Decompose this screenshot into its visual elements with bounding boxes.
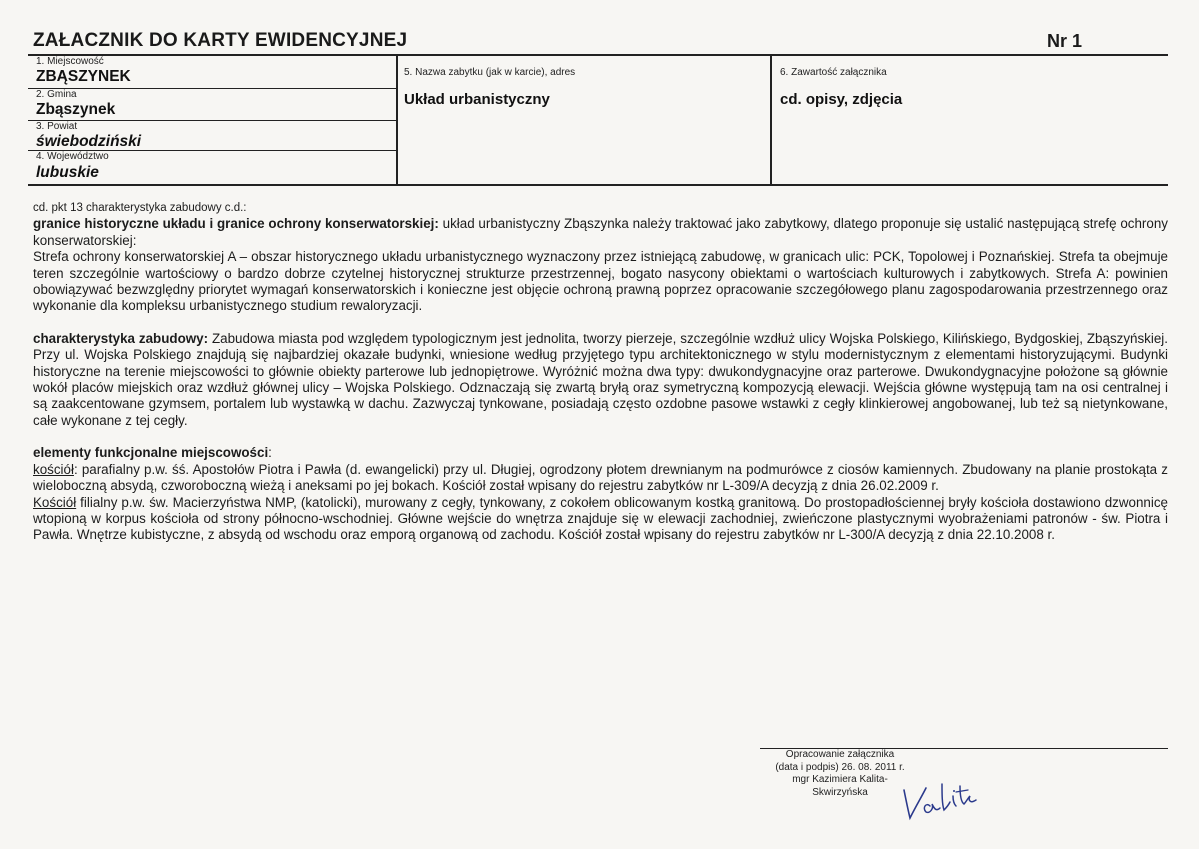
boundaries-heading: granice historyczne układu i granice ochrony konserwatorskiej:	[33, 216, 439, 232]
miejscowosc-label: 1. Miejscowość	[36, 56, 104, 67]
paragraph-boundaries	[33, 216, 1168, 249]
functional-heading-text: elementy funkcjonalne miejscowości	[33, 445, 269, 461]
attachment-number: Nr 1	[1047, 31, 1083, 51]
row-divider-2	[28, 120, 396, 121]
boundaries-text: układ urbanistyczny Zbąszynka należy traktować jako zabytkowy, dlatego proponuje się ustalić następującą strefę ochrony konserwatorskiej:	[33, 216, 1168, 248]
paragraph-church-1	[33, 462, 1168, 495]
nazwa-value: Układ urbanistyczny	[404, 91, 550, 108]
nazwa-label: 5. Nazwa zabytku (jak w karcie), adres	[404, 67, 576, 78]
form-bottom-rule	[28, 184, 1168, 186]
zawartosc-label: 6. Zawartość załącznika	[780, 67, 887, 78]
form-left-column-border	[396, 55, 398, 185]
intro-line: cd. pkt 13 charakterystyka zabudowy c.d.:	[33, 202, 247, 214]
prepared-by-label: Opracowanie załącznika	[785, 749, 895, 760]
author-name-line-2: Skwirzyńska	[812, 786, 868, 798]
wojewodztwo-value: lubuskie	[36, 164, 99, 181]
prepared-by-block	[760, 749, 920, 799]
church-2-text: filialny p.w. św. Macierzyństwa NMP, (katolicki), murowany z cegły, tynkowany, z cokołem oblicowanym kostką granitową. Do prostopadłościennej bryły kościoła dostawiono dzwonnicę wtopioną w korpus kościoła od strony północno-wschodniej. Główne wejście do wnętrza znajduje się w elewacji zachodniej, zwieńczone plastycznymi wyobrażeniami patronów - św. Piotra i Pawła. Wnętrze kubistyczne, z absydą od wschodu oraz emporą organową od zachodu. Kościół został wpisany do rejestru zabytków nr L-300/A decyzją z dnia 22.10.2008 r.	[33, 494, 1168, 543]
powiat-value: świebodziński	[36, 133, 142, 150]
paragraph-church-2	[33, 495, 1168, 544]
functional-heading-colon: :	[268, 445, 272, 461]
church-1-lead: kościół	[33, 461, 74, 477]
document-title: ZAŁACZNIK DO KARTY EWIDENCYJNEJ	[33, 30, 408, 51]
form-middle-column-border	[770, 55, 772, 185]
date-signature-line: (data i podpis) 26. 08. 2011 r.	[775, 761, 905, 773]
gmina-value: Zbąszynek	[36, 101, 116, 118]
church-2-lead: Kościół	[33, 494, 77, 510]
paragraph-zone-a: Strefa ochrony konserwatorskiej A – obszar historycznego układu urbanistycznego wyznaczony przez istniejącą zabudowę, w granicach ulic: PCK, Topolowej i Poznańskiej. Strefa ta obejmuje teren szczególnie wartościowy o bardzo dobrze czytelnej historycznej strukturze przestrzennej, bogato nasycony obiektami o wartościach kulturowych i zabytkowych. Strefa A: powinien obowiązywać bezwzględny priorytet wymagań konserwatorskich i konieczne jest objęcie ochroną prawną poprzez opracowanie szczegółowego planu zagospodarowania przestrzennego oraz wykonanie dla kompleksu urbanistycznego studium rewaloryzacji.	[33, 249, 1168, 314]
miejscowosc-value: ZBĄSZYNEK	[36, 68, 131, 85]
description-body	[33, 200, 1168, 544]
header-rule	[28, 54, 1168, 56]
powiat-label: 3. Powiat	[36, 121, 78, 132]
paragraph-buildings	[33, 331, 1168, 429]
buildings-text: Zabudowa miasta pod względem typologicznym jest jednolita, tworzy pierzeje, szczególnie wzdłuż ulicy Wojska Polskiego, Kilińskiego, Bydgoskiej, Zbąszyńskiej. Przy ul. Wojska Polskiego znajdują się najbardziej okazałe budynki, wniesione według przyjętego typu architektonicznego w stylu modernistycznym z elementami historyzującymi. Budynki historyczne na terenie miejscowości to głównie obiekty parterowe lub jednopiętrowe. Wyróżnić można dwa typy: dwukondygnacyjne oraz parterowe. Dwukondygnacyjne położone są głównie wokół placów miejskich oraz wzdłuż głównej ulicy – Wojska Polskiego. Odznaczają się zwartą bryłą oraz symetryczną kompozycją elewacji. Wejścia główne występują tam na osi centralnej i są zaakcentowane gzymsem, portalem lub wystawką w dachu. Zazwyczaj tynkowane, posiadają często ozdobne pasowe wstawki z cegły klinkierowej angobowanej, lub też są nietynkowane, całe wykonane z tej cegły.	[33, 330, 1168, 428]
author-name-line-1: mgr Kazimiera Kalita-	[792, 774, 888, 785]
wojewodztwo-label: 4. Województwo	[36, 151, 109, 162]
zawartosc-value: cd. opisy, zdjęcia	[780, 91, 903, 108]
buildings-heading: charakterystyka zabudowy:	[33, 330, 209, 346]
gmina-label: 2. Gmina	[36, 89, 77, 100]
row-divider-1	[28, 88, 396, 89]
church-1-text: : parafialny p.w. śś. Apostołów Piotra i Pawła (d. ewangelicki) przy ul. Długiej, ogrodzony płotem drewnianym na podmurówce z ciosów kamiennych. Zbudowany na planie prostokąta z wieloboczną absydą, czworoboczną wieżą i aneksami po jej bokach. Kościół został wpisany do rejestru zabytków nr L-309/A decyzją z dnia 26.02.2009 r.	[33, 461, 1168, 494]
handwritten-signature	[898, 778, 978, 822]
functional-elements-heading	[33, 445, 1168, 461]
